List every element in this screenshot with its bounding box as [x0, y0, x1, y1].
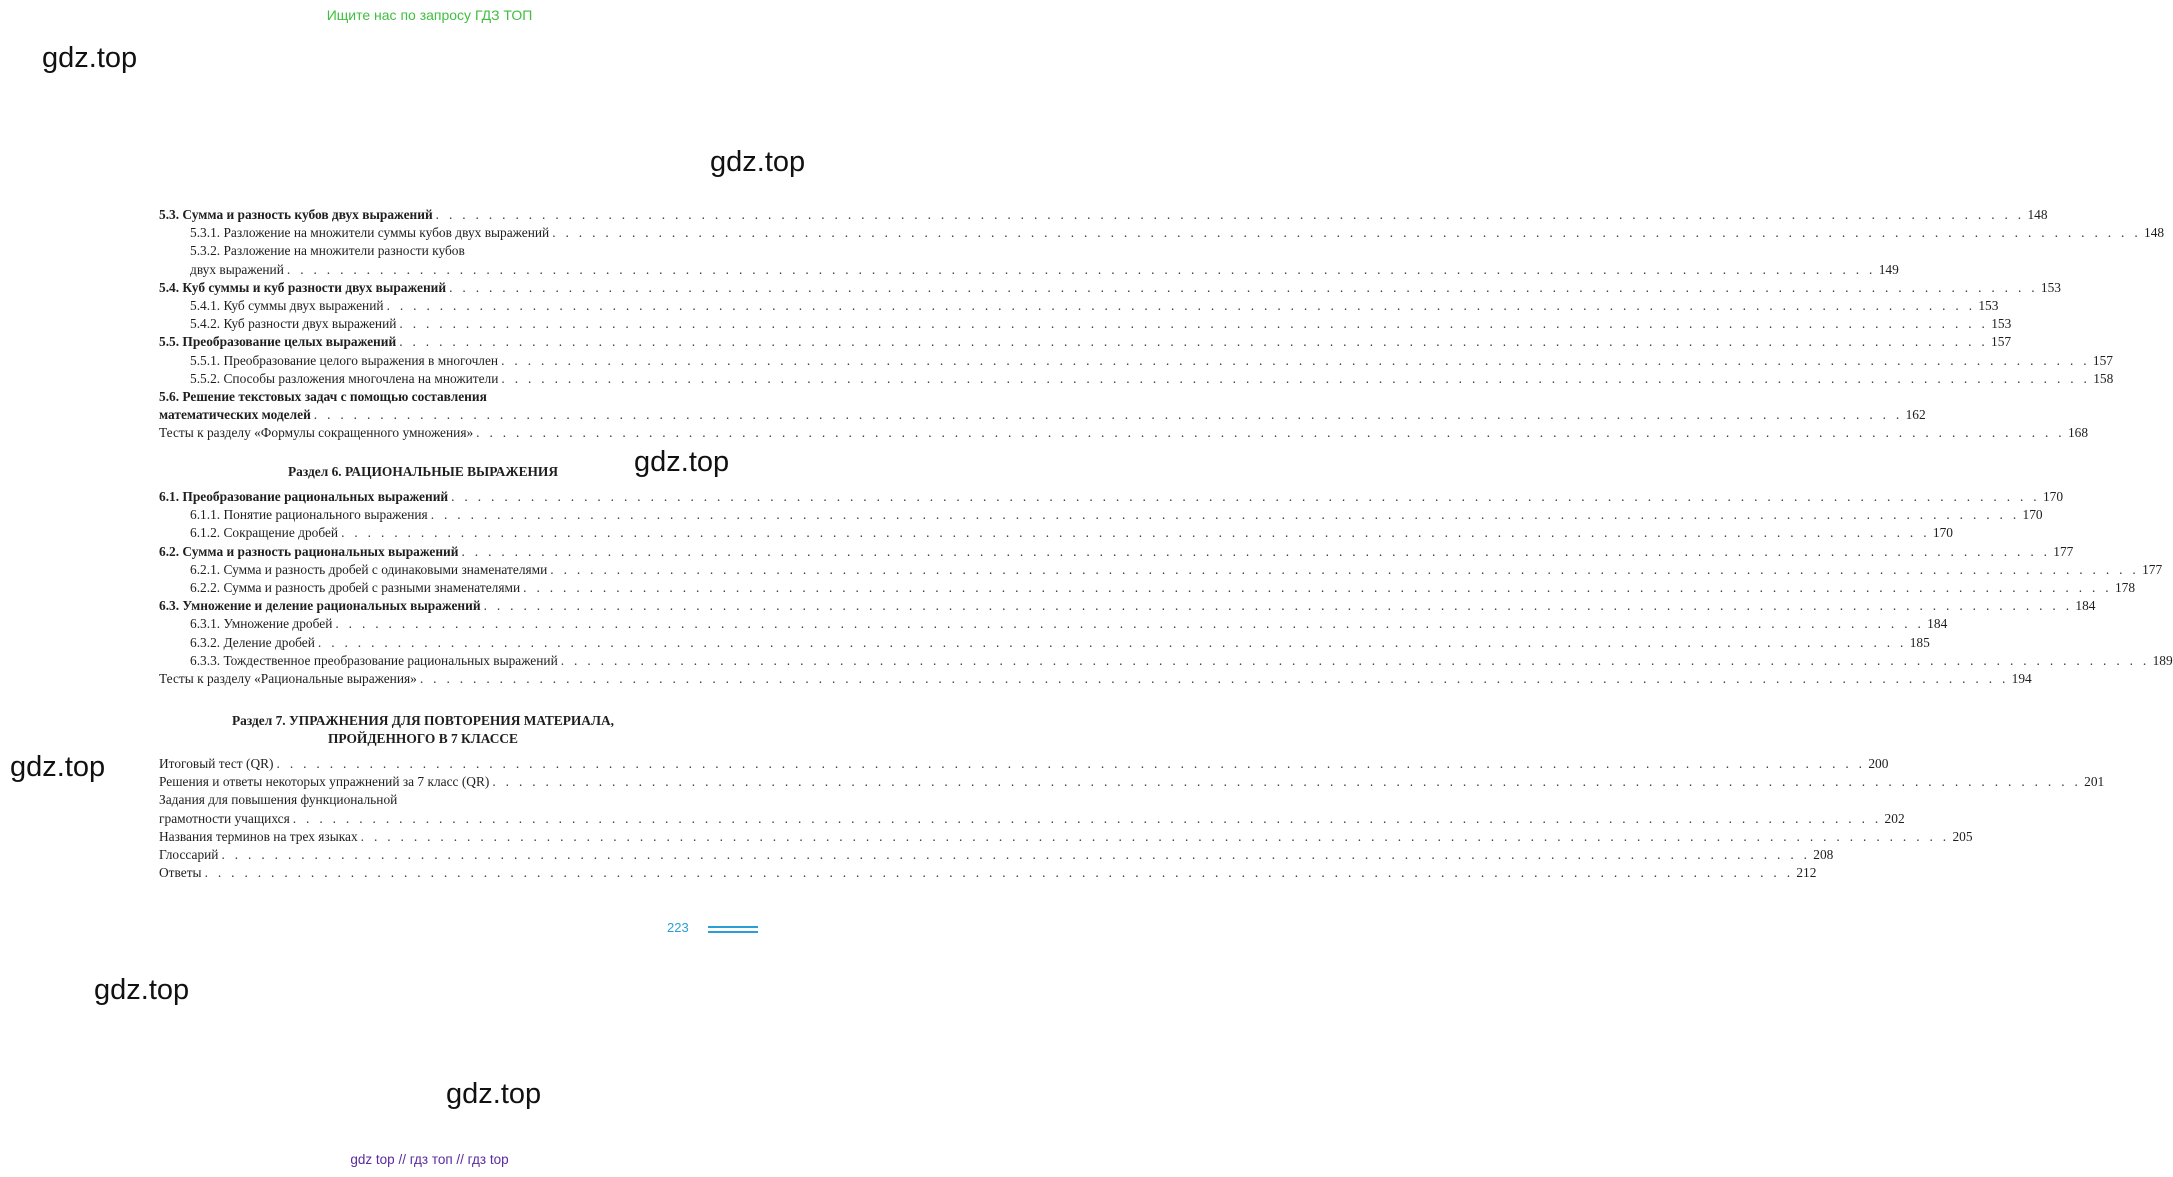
toc-row — [159, 424, 2089, 442]
toc-leader-dots: . . . . . . . . . . . . . . . . . . . . . . . . . . . . . . . . . . . . . . . . . . . . . . . . . . . . . . . . . . . . . . . . . . . . . . . . . . . . . . . . . . . . . . . . . . . . . . . . . . . . . . . . . . . . . . . . . . . . . . . . — [221, 846, 1811, 862]
toc-leader-dots: . . . . . . . . . . . . . . . . . . . . . . . . . . . . . . . . . . . . . . . . . . . . . . . . . . . . . . . . . . . . . . . . . . . . . . . . . . . . . . . . . . . . . . . . . . . . . . . . . . . . . . . . . . . . . . . . . . . . . . . . — [204, 865, 1794, 881]
toc-page-number: 149 — [1878, 261, 1899, 277]
page-rule — [708, 931, 758, 933]
toc-row — [159, 791, 687, 809]
toc-row — [159, 773, 2105, 791]
toc-row — [159, 561, 2163, 579]
toc-row — [159, 279, 2061, 297]
toc-label: 5.3.1. Разложение на множители суммы кубов двух выражений — [190, 225, 550, 241]
toc-row — [159, 810, 1905, 828]
toc-row — [159, 242, 687, 260]
toc-leader-dots: . . . . . . . . . . . . . . . . . . . . . . . . . . . . . . . . . . . . . . . . . . . . . . . . . . . . . . . . . . . . . . . . . . . . . . . . . . . . . . . . . . . . . . . . . . . . . . . . . . . . . . . . . . . . . . . . . . . . . . . . — [501, 352, 2090, 368]
toc-row — [159, 864, 1817, 882]
watermark: gdz.top — [10, 751, 106, 783]
toc-page-number: 157 — [1991, 334, 2012, 350]
toc-page-number: 168 — [2067, 425, 2089, 441]
toc-leader-dots: . . . . . . . . . . . . . . . . . . . . . . . . . . . . . . . . . . . . . . . . . . . . . . . . . . . . . . . . . . . . . . . . . . . . . . . . . . . . . . . . . . . . . . . . . . . . . . . . . . . . . . . . . . . . . . . . . . . . . . . . — [451, 489, 2040, 504]
toc-page-number: 184 — [2075, 598, 2096, 614]
toc-label: математических моделей — [159, 407, 311, 423]
toc-row — [159, 297, 1999, 315]
toc-leader-dots: . . . . . . . . . . . . . . . . . . . . . . . . . . . . . . . . . . . . . . . . . . . . . . . . . . . . . . . . . . . . . . . . . . . . . . . . . . . . . . . . . . . . . . . . . . . . . . . . . . . . . . . . . . . . . . . . . . . . . . . . — [335, 616, 1925, 632]
toc-row — [159, 652, 2173, 670]
toc-leader-dots: . . . . . . . . . . . . . . . . . . . . . . . . . . . . . . . . . . . . . . . . . . . . . . . . . . . . . . . . . . . . . . . . . . . . . . . . . . . . . . . . . . . . . . . . . . . . . . . . . . . . . . . . . . . . . . . . . . . . . . . . — [341, 525, 1930, 541]
toc-label: 6.2. Сумма и разность рациональных выражений — [159, 543, 459, 559]
section-7-title — [159, 712, 687, 748]
section-6-title: Раздел 6. РАЦИОНАЛЬНЫЕ ВЫРАЖЕНИЯ — [287, 464, 558, 479]
toc-leader-dots: . . . . . . . . . . . . . . . . . . . . . . . . . . . . . . . . . . . . . . . . . . . . . . . . . . . . . . . . . . . . . . . . . . . . . . . . . . . . . . . . . . . . . . . . . . . . . . . . . . . . . . . . . . . . . . . . . . . . . . . . — [386, 297, 1976, 313]
toc-row — [159, 406, 1926, 424]
watermark: gdz.top — [94, 974, 190, 1006]
watermark: gdz.top — [710, 146, 806, 178]
page-number: 223 — [667, 920, 689, 935]
toc-label: 6.3.3. Тождественное преобразование рациональных выражений — [190, 652, 558, 668]
section-7-title-line-1: Раздел 7. УПРАЖНЕНИЯ ДЛЯ ПОВТОРЕНИЯ МАТЕРИАЛА, — [232, 713, 614, 728]
toc-page-number: 177 — [2053, 543, 2074, 559]
toc-row — [159, 846, 1834, 864]
toc-leader-dots: . . . . . . . . . . . . . . . . . . . . . . . . . . . . . . . . . . . . . . . . . . . . . . . . . . . . . . . . . . . . . . . . . . . . . . . . . . . . . . . . . . . . . . . . . . . . . . . . . . . . . . . . . . . . . . . . . . . . . . . . — [461, 543, 2051, 559]
toc-label: Глоссарий — [159, 846, 219, 862]
toc-label: 6.3. Умножение и деление рациональных выражений — [159, 598, 481, 614]
toc-leader-dots: . . . . . . . . . . . . . . . . . . . . . . . . . . . . . . . . . . . . . . . . . . . . . . . . . . . . . . . . . . . . . . . . . . . . . . . . . . . . . . . . . . . . . . . . . . . . . . . . . . . . . . . . . . . . . . . . . . . . . . . . — [483, 598, 2073, 614]
watermark: gdz.top — [446, 1078, 542, 1110]
toc-label: 6.3.2. Деление дробей — [190, 634, 315, 650]
top-banner: Ищите нас по запросу ГДЗ ТОП — [326, 7, 533, 23]
toc-label: грамотности учащихся — [159, 810, 290, 826]
toc-leader-dots: . . . . . . . . . . . . . . . . . . . . . . . . . . . . . . . . . . . . . . . . . . . . . . . . . . . . . . . . . . . . . . . . . . . . . . . . . . . . . . . . . . . . . . . . . . . . . . . . . . . . . . . . . . . . . . . . . . . . . . . . — [399, 316, 1989, 332]
toc-leader-dots: . . . . . . . . . . . . . . . . . . . . . . . . . . . . . . . . . . . . . . . . . . . . . . . . . . . . . . . . . . . . . . . . . . . . . . . . . . . . . . . . . . . . . . . . . . . . . . . . . . . . . . . . . . . . . . . . . . . . . . . . — [399, 334, 1989, 350]
toc-label: 5.4. Куб суммы и куб разности двух выражений — [159, 279, 447, 295]
section-7-title-line-2: ПРОЙДЕННОГО В 7 КЛАССЕ — [328, 731, 518, 746]
toc-row — [159, 488, 2064, 506]
toc-list-section-7 — [159, 755, 2105, 882]
toc-page-number: 157 — [2092, 352, 2113, 368]
watermark: gdz.top — [634, 446, 730, 478]
toc-row — [159, 670, 2032, 688]
toc-row — [159, 315, 2012, 333]
toc-leader-dots: . . . . . . . . . . . . . . . . . . . . . . . . . . . . . . . . . . . . . . . . . . . . . . . . . . . . . . . . . . . . . . . . . . . . . . . . . . . . . . . . . . . . . . . . . . . . . . . . . . . . . . . . . . . . . . . . . . . . . . . . — [560, 652, 2150, 668]
toc-label: 6.3.1. Умножение дробей — [190, 616, 333, 632]
toc-label: 6.1.2. Сокращение дробей — [190, 525, 339, 541]
toc-row — [159, 634, 1930, 652]
toc-label: 5.5. Преобразование целых выражений — [159, 334, 397, 350]
toc-leader-dots: . . . . . . . . . . . . . . . . . . . . . . . . . . . . . . . . . . . . . . . . . . . . . . . . . . . . . . . . . . . . . . . . . . . . . . . . . . . . . . . . . . . . . . . . . . . . . . . . . . . . . . . . . . . . . . . . . . . . . . . . — [449, 279, 2038, 295]
toc-row — [159, 224, 2165, 242]
toc-row — [159, 579, 2136, 597]
toc-label: Названия терминов на трех языках — [159, 828, 358, 844]
toc-list-section-6 — [159, 488, 2173, 688]
toc-row — [159, 828, 1973, 846]
toc-list-chapter-5 — [159, 206, 2165, 442]
footer-text: gdz top // гдз топ // гдз top — [350, 1152, 509, 1167]
toc-page-number: 170 — [2042, 489, 2064, 504]
toc-label: 5.6. Решение текстовых задач с помощью составления — [159, 388, 487, 404]
toc-page-number: 170 — [2022, 507, 2043, 523]
toc-page-number: 153 — [2040, 279, 2061, 295]
toc-row — [159, 333, 2012, 351]
toc-leader-dots: . . . . . . . . . . . . . . . . . . . . . . . . . . . . . . . . . . . . . . . . . . . . . . . . . . . . . . . . . . . . . . . . . . . . . . . . . . . . . . . . . . . . . . . . . . . . . . . . . . . . . . . . . . . . . . . . . . . . . . . . — [435, 207, 2025, 222]
toc-row — [159, 206, 2048, 224]
toc-leader-dots: . . . . . . . . . . . . . . . . . . . . . . . . . . . . . . . . . . . . . . . . . . . . . . . . . . . . . . . . . . . . . . . . . . . . . . . . . . . . . . . . . . . . . . . . . . . . . . . . . . . . . . . . . . . . . . . . . . . . . . . . — [286, 261, 1876, 277]
toc-leader-dots: . . . . . . . . . . . . . . . . . . . . . . . . . . . . . . . . . . . . . . . . . . . . . . . . . . . . . . . . . . . . . . . . . . . . . . . . . . . . . . . . . . . . . . . . . . . . . . . . . . . . . . . . . . . . . . . . . . . . . . . . — [430, 507, 2020, 523]
toc-row — [159, 370, 2114, 388]
toc-page-number: 212 — [1796, 865, 1817, 881]
toc-leader-dots: . . . . . . . . . . . . . . . . . . . . . . . . . . . . . . . . . . . . . . . . . . . . . . . . . . . . . . . . . . . . . . . . . . . . . . . . . . . . . . . . . . . . . . . . . . . . . . . . . . . . . . . . . . . . . . . . . . . . . . . . — [419, 670, 2009, 686]
toc-leader-dots: . . . . . . . . . . . . . . . . . . . . . . . . . . . . . . . . . . . . . . . . . . . . . . . . . . . . . . . . . . . . . . . . . . . . . . . . . . . . . . . . . . . . . . . . . . . . . . . . . . . . . . . . . . . . . . . . . . . . . . . . — [550, 561, 2140, 577]
toc-label: Ответы — [159, 865, 202, 881]
toc-label: 5.4.1. Куб суммы двух выражений — [190, 297, 384, 313]
toc-page-number: 148 — [2144, 225, 2165, 241]
toc-page-number: 189 — [2152, 652, 2173, 668]
toc-leader-dots: . . . . . . . . . . . . . . . . . . . . . . . . . . . . . . . . . . . . . . . . . . . . . . . . . . . . . . . . . . . . . . . . . . . . . . . . . . . . . . . . . . . . . . . . . . . . . . . . . . . . . . . . . . . . . . . . . . . . . . . . — [317, 634, 1907, 650]
toc-row — [159, 261, 1899, 279]
toc-label: 6.2.2. Сумма и разность дробей с разными знаменателями — [190, 579, 521, 595]
toc-page-number: 185 — [1909, 634, 1930, 650]
toc-leader-dots: . . . . . . . . . . . . . . . . . . . . . . . . . . . . . . . . . . . . . . . . . . . . . . . . . . . . . . . . . . . . . . . . . . . . . . . . . . . . . . . . . . . . . . . . . . . . . . . . . . . . . . . . . . . . . . . . . . . . . . . . — [276, 756, 1866, 771]
watermark: gdz.top — [42, 42, 138, 74]
toc-label: Итоговый тест (QR) — [159, 756, 274, 771]
toc-leader-dots: . . . . . . . . . . . . . . . . . . . . . . . . . . . . . . . . . . . . . . . . . . . . . . . . . . . . . . . . . . . . . . . . . . . . . . . . . . . . . . . . . . . . . . . . . . . . . . . . . . . . . . . . . . . . . . . . . . . . . . . . — [492, 774, 2082, 790]
toc-page-number: 153 — [1991, 316, 2012, 332]
toc-page-number: 205 — [1952, 828, 1973, 844]
toc-row — [159, 543, 2074, 561]
toc-label: 5.4.2. Куб разности двух выражений — [190, 316, 397, 332]
toc-label: 6.2.1. Сумма и разность дробей с одинаковыми знаменателями — [190, 561, 548, 577]
toc-row — [159, 352, 2113, 370]
toc-page-number: 162 — [1905, 407, 1926, 423]
toc-page-number: 158 — [2093, 370, 2114, 386]
toc-leader-dots: . . . . . . . . . . . . . . . . . . . . . . . . . . . . . . . . . . . . . . . . . . . . . . . . . . . . . . . . . . . . . . . . . . . . . . . . . . . . . . . . . . . . . . . . . . . . . . . . . . . . . . . . . . . . . . . . . . . . . . . . — [552, 225, 2141, 241]
toc-label: 5.5.2. Способы разложения многочлена на множители — [190, 370, 499, 386]
toc-label: Задания для повышения функциональной — [159, 792, 398, 808]
toc-label: 6.1.1. Понятие рационального выражения — [190, 507, 428, 523]
toc-page-number: 148 — [2027, 207, 2048, 222]
toc-leader-dots: . . . . . . . . . . . . . . . . . . . . . . . . . . . . . . . . . . . . . . . . . . . . . . . . . . . . . . . . . . . . . . . . . . . . . . . . . . . . . . . . . . . . . . . . . . . . . . . . . . . . . . . . . . . . . . . . . . . . . . . . — [292, 810, 1882, 826]
toc-page-number: 201 — [2084, 774, 2105, 790]
toc-page-number: 208 — [1813, 846, 1834, 862]
toc-page-number: 184 — [1927, 616, 1948, 632]
toc-row — [159, 615, 1948, 633]
toc-row — [159, 755, 1889, 773]
toc-leader-dots: . . . . . . . . . . . . . . . . . . . . . . . . . . . . . . . . . . . . . . . . . . . . . . . . . . . . . . . . . . . . . . . . . . . . . . . . . . . . . . . . . . . . . . . . . . . . . . . . . . . . . . . . . . . . . . . . . . . . . . . . — [476, 425, 2065, 441]
toc-label: Тесты к разделу «Рациональные выражения» — [159, 670, 417, 686]
toc-row — [159, 506, 2043, 524]
toc-row — [159, 388, 687, 406]
page-rule — [708, 926, 758, 928]
toc-row — [159, 597, 2096, 615]
toc-leader-dots: . . . . . . . . . . . . . . . . . . . . . . . . . . . . . . . . . . . . . . . . . . . . . . . . . . . . . . . . . . . . . . . . . . . . . . . . . . . . . . . . . . . . . . . . . . . . . . . . . . . . . . . . . . . . . . . . . . . . . . . . — [501, 370, 2091, 386]
toc-page-number: 202 — [1884, 810, 1905, 826]
toc-label: 5.3.2. Разложение на множители разности кубов — [190, 243, 465, 259]
toc-page-number: 177 — [2142, 561, 2163, 577]
toc-leader-dots: . . . . . . . . . . . . . . . . . . . . . . . . . . . . . . . . . . . . . . . . . . . . . . . . . . . . . . . . . . . . . . . . . . . . . . . . . . . . . . . . . . . . . . . . . . . . . . . . . . . . . . . . . . . . . . . . . . . . . . . . — [313, 407, 1903, 423]
toc-leader-dots: . . . . . . . . . . . . . . . . . . . . . . . . . . . . . . . . . . . . . . . . . . . . . . . . . . . . . . . . . . . . . . . . . . . . . . . . . . . . . . . . . . . . . . . . . . . . . . . . . . . . . . . . . . . . . . . . . . . . . . . . — [360, 828, 1950, 844]
toc-label: Решения и ответы некоторых упражнений за 7 класс (QR) — [159, 774, 490, 790]
toc-page-number: 200 — [1868, 756, 1889, 771]
toc-page-number: 153 — [1978, 297, 1999, 313]
toc-page-number: 178 — [2114, 579, 2136, 595]
toc-page-number: 194 — [2011, 670, 2032, 686]
toc-label: 5.5.1. Преобразование целого выражения в многочлен — [190, 352, 499, 368]
toc-row — [159, 524, 1953, 542]
toc-leader-dots: . . . . . . . . . . . . . . . . . . . . . . . . . . . . . . . . . . . . . . . . . . . . . . . . . . . . . . . . . . . . . . . . . . . . . . . . . . . . . . . . . . . . . . . . . . . . . . . . . . . . . . . . . . . . . . . . . . . . . . . . — [523, 579, 2112, 595]
toc-label: 5.3. Сумма и разность кубов двух выражений — [159, 207, 433, 222]
toc-label: 6.1. Преобразование рациональных выражений — [159, 489, 449, 504]
toc-page-number: 170 — [1932, 525, 1953, 541]
toc-label: двух выражений — [190, 261, 284, 277]
toc-label: Тесты к разделу «Формулы сокращенного умножения» — [159, 425, 474, 441]
